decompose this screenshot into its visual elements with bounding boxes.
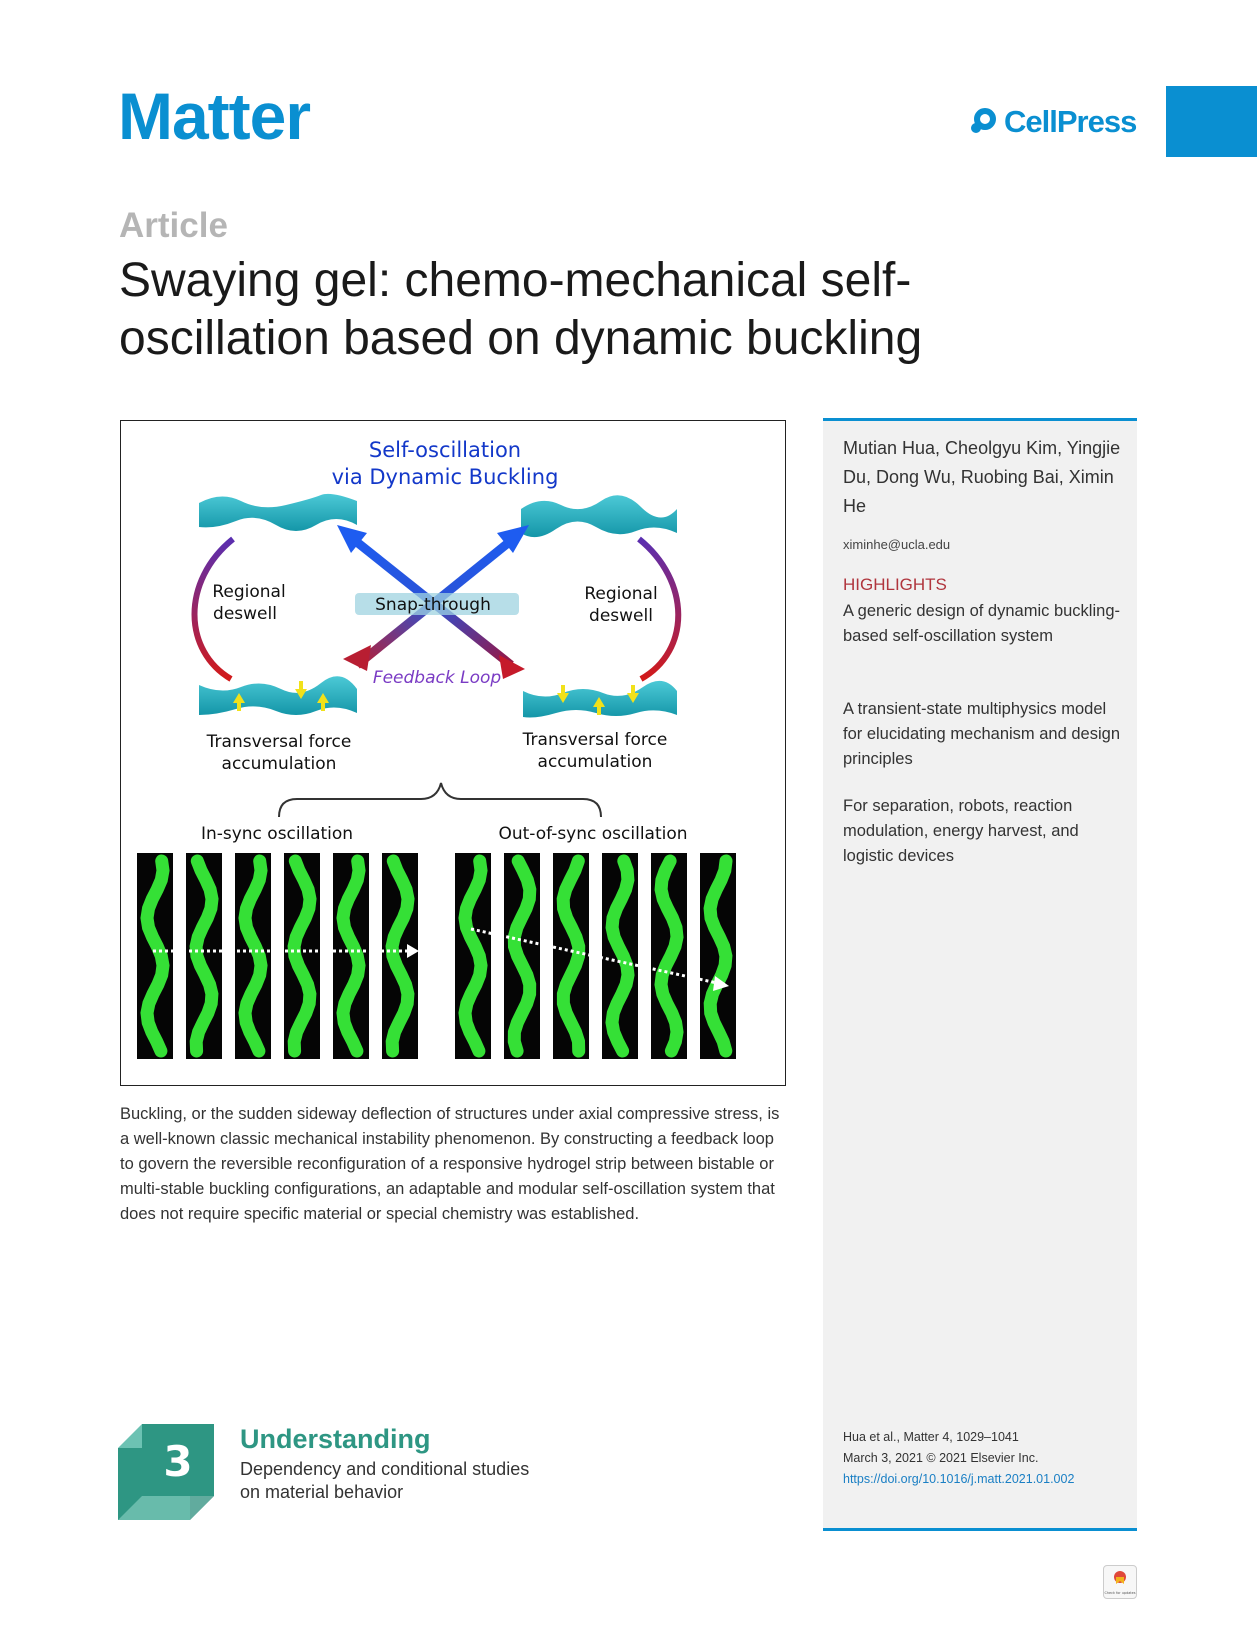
understanding-number: 3 xyxy=(163,1437,193,1486)
out-of-sync-label: Out-of-sync oscillation xyxy=(498,824,688,844)
graphical-abstract-figure xyxy=(121,421,785,1085)
snap-through-label: Snap-through xyxy=(375,595,491,615)
article-type: Article xyxy=(119,206,228,245)
figure-title-line2: via Dynamic Buckling xyxy=(331,465,559,489)
doi-link[interactable]: https://doi.org/10.1016/j.matt.2021.01.002 xyxy=(843,1472,1075,1486)
journal-logo: Matter xyxy=(118,79,311,153)
cellpress-logo xyxy=(966,102,1136,142)
brace xyxy=(279,783,601,817)
transversal-left-2: accumulation xyxy=(221,754,337,774)
cellpress-icon xyxy=(966,106,998,138)
gel-bottom-left xyxy=(199,676,357,715)
arrowhead-feedback-left xyxy=(343,645,371,671)
abstract: Buckling, or the sudden sideway deflection of structures under axial compressive stress, is a well-known classic mechanical instability phenomenon. By constructing a feedback loop to govern the reversible reconfiguration of a responsive hydrogel strip between bistable or multi-stable buckling configurations, an adaptable and modular self-oscillation system that does not require specific material or special chemistry was established. xyxy=(120,1105,780,1223)
graphical-abstract xyxy=(120,420,786,1086)
highlight-item: A transient-state multiphysics model for elucidating mechanism and design principles xyxy=(843,700,1120,768)
badge-label: Check for updates xyxy=(1104,1591,1136,1595)
arrowhead-feedback-right xyxy=(499,655,525,679)
gel-top-left xyxy=(199,494,357,531)
gel-top-right xyxy=(521,495,677,537)
publication-date: March 3, 2021 © 2021 Elsevier Inc. xyxy=(843,1451,1039,1465)
in-sync-panels xyxy=(137,853,418,1059)
regional-right-1: Regional xyxy=(584,584,658,604)
feedback-loop-label: Feedback Loop xyxy=(372,668,502,688)
regional-left-1: Regional xyxy=(212,582,286,602)
transversal-right-1: Transversal force xyxy=(522,730,668,750)
regional-right-2: deswell xyxy=(589,606,653,626)
understanding-cube-icon xyxy=(118,1424,216,1522)
in-sync-label: In-sync oscillation xyxy=(200,824,354,844)
corresponding-email[interactable]: ximinhe@ucla.edu xyxy=(843,537,951,552)
citation: Hua et al., Matter 4, 1029–1041 xyxy=(843,1430,1019,1444)
article-title: Swaying gel: chemo-mechanical self-oscillation based on dynamic buckling xyxy=(119,254,923,365)
sidebar xyxy=(823,418,1137,1531)
understanding-desc-line2: on material behavior xyxy=(240,1482,404,1502)
publisher-name: CellPress xyxy=(1004,104,1137,139)
highlight-item: A generic design of dynamic buckling-based self-oscillation system xyxy=(843,602,1120,645)
transversal-left-1: Transversal force xyxy=(206,732,352,752)
understanding-description xyxy=(240,1458,529,1504)
figure-title-line1: Self-oscillation xyxy=(368,438,522,462)
understanding-title: Understanding xyxy=(240,1424,431,1454)
highlights-title: HIGHLIGHTS xyxy=(843,575,947,594)
regional-left-2: deswell xyxy=(213,604,277,624)
highlight-item: For separation, robots, reaction modulation, energy harvest, and logistic devices xyxy=(843,797,1079,865)
understanding-desc-line1: Dependency and conditional studies xyxy=(240,1459,530,1479)
bookmark-icon xyxy=(1104,1566,1136,1598)
check-for-updates-badge[interactable] xyxy=(1103,1565,1137,1599)
author-list: Mutian Hua, Cheolgyu Kim, Yingjie Du, Dong Wu, Ruobing Bai, Ximin He xyxy=(843,438,1121,516)
transversal-right-2: accumulation xyxy=(537,752,653,772)
brand-tab xyxy=(1166,86,1257,157)
